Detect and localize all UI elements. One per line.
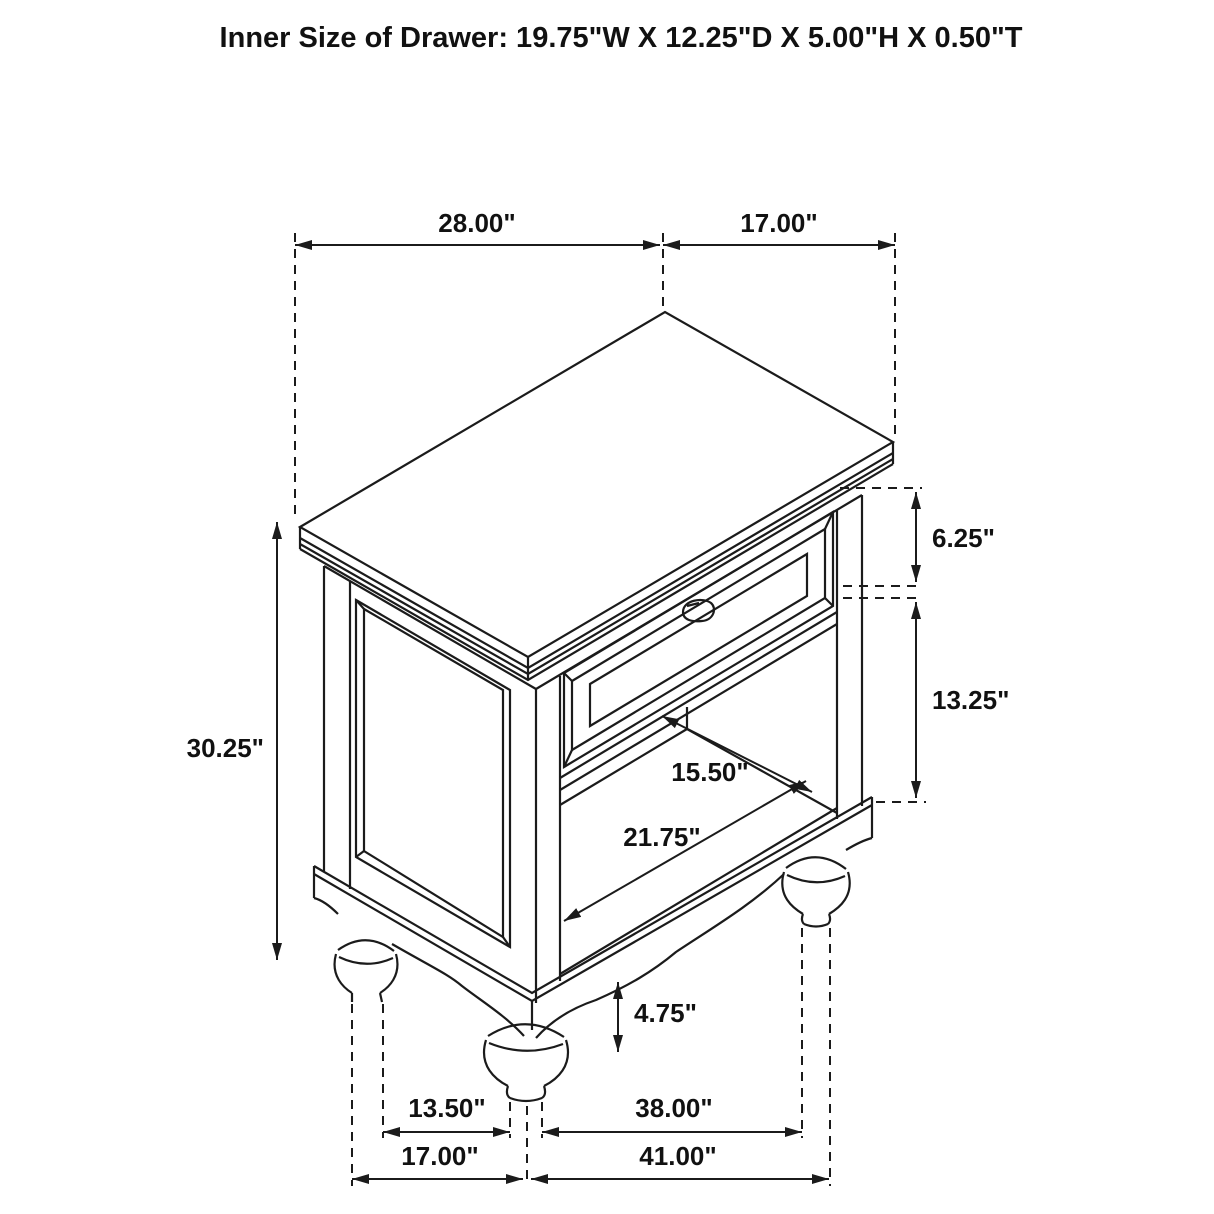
- dim-label-opening-height: 13.25": [932, 685, 1010, 715]
- dim-label-drawer-height: 6.25": [932, 523, 995, 553]
- tabletop-top-face: [300, 312, 893, 657]
- dim-label-leg-span-depth: 13.50": [408, 1093, 486, 1123]
- plinth-top-molding: [314, 797, 872, 1030]
- leg-center: [484, 1024, 568, 1101]
- plinth-apron-front: [536, 838, 872, 1038]
- leg-right: [782, 857, 849, 926]
- dim-label-base-depth: 17.00": [401, 1141, 479, 1171]
- dim-label-leg-span-width: 38.00": [635, 1093, 713, 1123]
- furniture-outline: [300, 312, 893, 1101]
- dim-label-inner-depth: 15.50": [671, 757, 749, 787]
- leg-left: [335, 940, 398, 1002]
- dim-label-base-width: 41.00": [639, 1141, 717, 1171]
- dim-label-leg-height: 4.75": [634, 998, 697, 1028]
- dim-label-top-width: 28.00": [438, 208, 516, 238]
- plinth-apron-side: [314, 898, 524, 1036]
- dim-label-inner-width: 21.75": [623, 822, 701, 852]
- dim-label-overall-height: 30.25": [186, 733, 264, 763]
- page-title: Inner Size of Drawer: 19.75"W X 12.25"D X 5.00"H X 0.50"T: [219, 22, 1023, 54]
- dim-label-top-depth: 17.00": [740, 208, 818, 238]
